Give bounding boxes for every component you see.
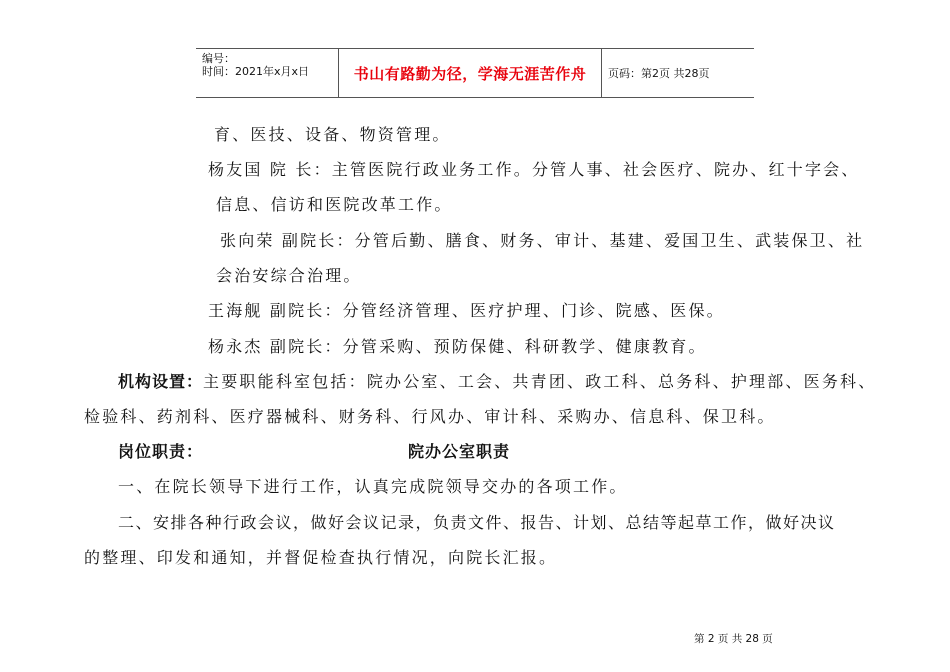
body-line: 信息、信访和医院改革工作。 [216, 195, 453, 214]
body-line: 杨友国 院 长：主管医院行政业务工作。分管人事、社会医疗、院办、红十字会、 [208, 160, 860, 179]
org-label: 机构设置： [118, 372, 204, 391]
time-label: 时间：2021年x月x日 [202, 65, 310, 78]
page-footer: 第 2 页 共 28 页 [694, 633, 773, 645]
header-page: 页码：第2页 共28页 [608, 67, 710, 80]
duty-title: 院办公室职责 [408, 442, 511, 461]
body-line: 育、医技、设备、物资管理。 [214, 125, 451, 144]
page-header [196, 48, 754, 98]
body-line: 杨永杰 副院长：分管采购、预防保健、科研教学、健康教育。 [208, 337, 707, 356]
number-label: 编号： [202, 52, 235, 65]
org-text: 主要职能科室包括：院办公室、工会、共青团、政工科、总务科、护理部、医务科、 [203, 372, 877, 391]
duty-item-1: 一、在院长领导下进行工作，认真完成院领导交办的各项工作。 [118, 477, 628, 496]
body-line: 王海舰 副院长：分管经济管理、医疗护理、门诊、院感、医保。 [208, 301, 725, 320]
body-line: 张向荣 副院长：分管后勤、膳食、财务、审计、基建、爱国卫生、武装保卫、社 [220, 231, 865, 250]
duty-item-2: 二、安排各种行政会议，做好会议记录，负责文件、报告、计划、总结等起草工作，做好决议 [118, 513, 836, 532]
header-meta [196, 49, 339, 97]
org-line [118, 369, 876, 392]
duty-item-2-cont: 的整理、印发和通知，并督促检查执行情况，向院长汇报。 [84, 548, 558, 567]
duty-label-text: 岗位职责： [118, 442, 204, 461]
header-motto: 书山有路勤为径，学海无涯苦作舟 [339, 49, 602, 97]
duty-label [118, 439, 203, 462]
body-line: 会治安综合治理。 [216, 266, 362, 285]
org-line-2: 检验科、药剂科、医疗器械科、财务科、行风办、审计科、采购办、信息科、保卫科。 [84, 407, 776, 426]
